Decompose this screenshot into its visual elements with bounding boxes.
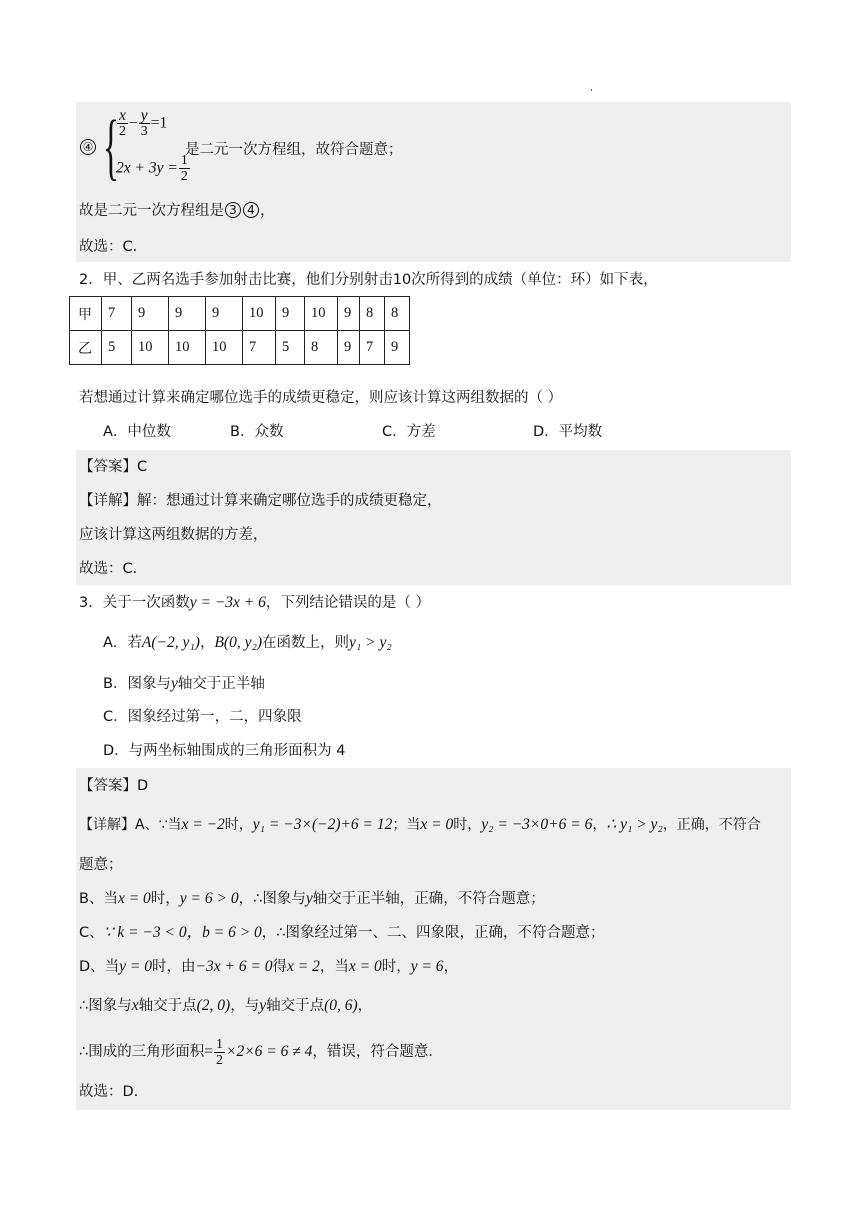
table-cell: 5 — [102, 331, 132, 365]
q2-option-d: D．平均数 — [533, 424, 603, 440]
page-mark — [591, 89, 592, 91]
table-row — [70, 331, 410, 365]
circled-4: 4 — [243, 202, 259, 218]
q2-detail-1: 【详解】解：想通过计算来确定哪位选手的成绩更稳定， — [79, 493, 442, 509]
q3-answer: 【答案】D — [79, 778, 149, 794]
table-cell: 8 — [385, 297, 410, 331]
item-4-text: 是二元一次方程组，故符合题意； — [185, 142, 403, 158]
equation-1: $\frac{x}{2}$ − $\frac{y}{3}$ =1 — [119, 107, 168, 139]
table-cell: 10 — [132, 331, 169, 365]
q3-detail-d: D、当y = 0时，由−3x + 6 = 0得x = 2，当x = 0时，y = 6， — [79, 958, 459, 975]
q3-option-c: C．图象经过第一，二，四象限 — [103, 709, 302, 725]
table-cell: 7 — [360, 331, 385, 365]
q3-detail-b: B、当x = 0时，y = 6 > 0，∴图象与y轴交于正半轴，正确，不符合题意； — [79, 890, 545, 907]
q1-choice: 故选：C. — [79, 239, 138, 255]
q1-conclusion: 故是二元一次方程组是 3 4 ， — [79, 203, 275, 219]
q2-option-a: A．中位数 — [103, 424, 171, 440]
system-brace: { — [103, 106, 119, 188]
table-cell: 10 — [206, 331, 243, 365]
table-cell: 7 — [102, 297, 132, 331]
table-cell: 10 — [305, 297, 338, 331]
row-name: 甲 — [70, 297, 102, 331]
table-cell: 10 — [169, 331, 206, 365]
q2-option-b: B．众数 — [230, 424, 284, 440]
q3-stem: 3．关于一次函数y = −3x + 6，下列结论错误的是（ ） — [79, 594, 430, 611]
table-cell: 8 — [305, 331, 338, 365]
table-row — [70, 297, 410, 331]
q3-detail-a-cont: 题意； — [79, 857, 123, 873]
table-cell: 10 — [243, 297, 276, 331]
table-cell: 9 — [132, 297, 169, 331]
q2-option-c: C．方差 — [382, 424, 436, 440]
table-cell: 9 — [385, 331, 410, 365]
q3-detail-a: 【详解】A、∵当x = −2时，y₁ = −3×(−2)+6 = 12；当x = 0时，y₂ = −3×0+6 = 6，∴ y₁ > y₂，正确，不符合 — [79, 816, 761, 833]
table-cell: 7 — [243, 331, 276, 365]
q3-option-d: D．与两坐标轴围成的三角形面积为 4 — [103, 743, 346, 759]
table-cell: 9 — [276, 297, 305, 331]
q2-choice: 故选：C. — [79, 561, 138, 577]
table-cell: 9 — [206, 297, 243, 331]
q2-stem: 2．甲、乙两名选手参加射击比赛，他们分别射击10次所得到的成绩（单位：环）如下表， — [79, 272, 658, 288]
item-4-label: ④ — [79, 138, 97, 158]
answer-panel-q2 — [76, 450, 791, 585]
q3-choice: 故选：D. — [79, 1084, 139, 1100]
table-cell: 9 — [338, 297, 360, 331]
table-cell: 9 — [338, 331, 360, 365]
q2-answer: 【答案】C — [79, 459, 148, 475]
q3-option-a: A．若A(−2, y₁)，B(0, y₂)在函数上，则y₁ > y₂ — [103, 634, 392, 651]
q3-detail-e: ∴图象与x轴交于点(2, 0)，与y轴交于点(0, 6)， — [79, 997, 373, 1014]
circled-3: 3 — [225, 202, 241, 218]
table-cell: 9 — [169, 297, 206, 331]
table-cell: 5 — [276, 331, 305, 365]
table-cell: 8 — [360, 297, 385, 331]
q3-option-b: B．图象与y轴交于正半轴 — [103, 675, 265, 692]
q3-detail-c: C、∵ k = −3 < 0，b = 6 > 0，∴图象经过第一、二、四象限，正确，不符合题意； — [79, 924, 605, 941]
q2-detail-2: 应该计算这两组数据的方差， — [79, 527, 268, 543]
equation-2: 2x + 3y = $\frac{1}{2}$ — [116, 153, 188, 184]
q3-detail-f: ∴围成的三角形面积= $\frac{1}{2}$ ×2×6 = 6 ≠ 4，错误，符合题意． — [79, 1036, 443, 1068]
row-name: 乙 — [70, 331, 102, 365]
q2-question: 若想通过计算来确定哪位选手的成绩更稳定，则应该计算这两组数据的（ ） — [79, 390, 563, 406]
score-table — [69, 296, 410, 365]
